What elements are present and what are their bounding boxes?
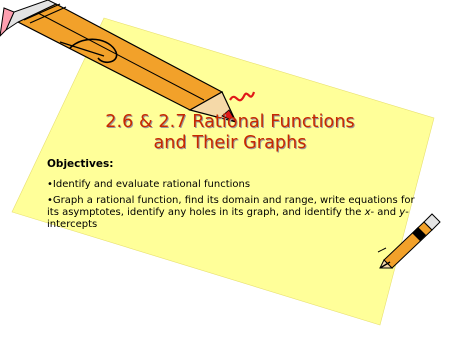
- bullet-marker: •: [47, 179, 53, 190]
- bullet-2-end: - intercepts: [47, 207, 409, 230]
- bullet-item-2: [47, 195, 425, 231]
- bullet-2-text: Graph a rational function, find its domain and range, write equations for its asymptotes, identify any holes in its graph, and identify the: [47, 195, 415, 218]
- bullet-2-and: - and: [370, 207, 400, 218]
- objectives-heading: Objectives:: [47, 158, 114, 170]
- x-variable: x: [364, 207, 371, 218]
- y-variable: y: [399, 207, 406, 218]
- title-line-1: 2.6 & 2.7 Rational Functions: [105, 112, 355, 132]
- slide-title: [50, 112, 410, 154]
- slide-body: [47, 158, 425, 235]
- bullet-item-1: [47, 179, 425, 191]
- bullet-marker: •: [47, 195, 53, 206]
- bullet-1-text: Identify and evaluate rational functions: [52, 179, 251, 190]
- title-line-2: and Their Graphs: [153, 133, 307, 153]
